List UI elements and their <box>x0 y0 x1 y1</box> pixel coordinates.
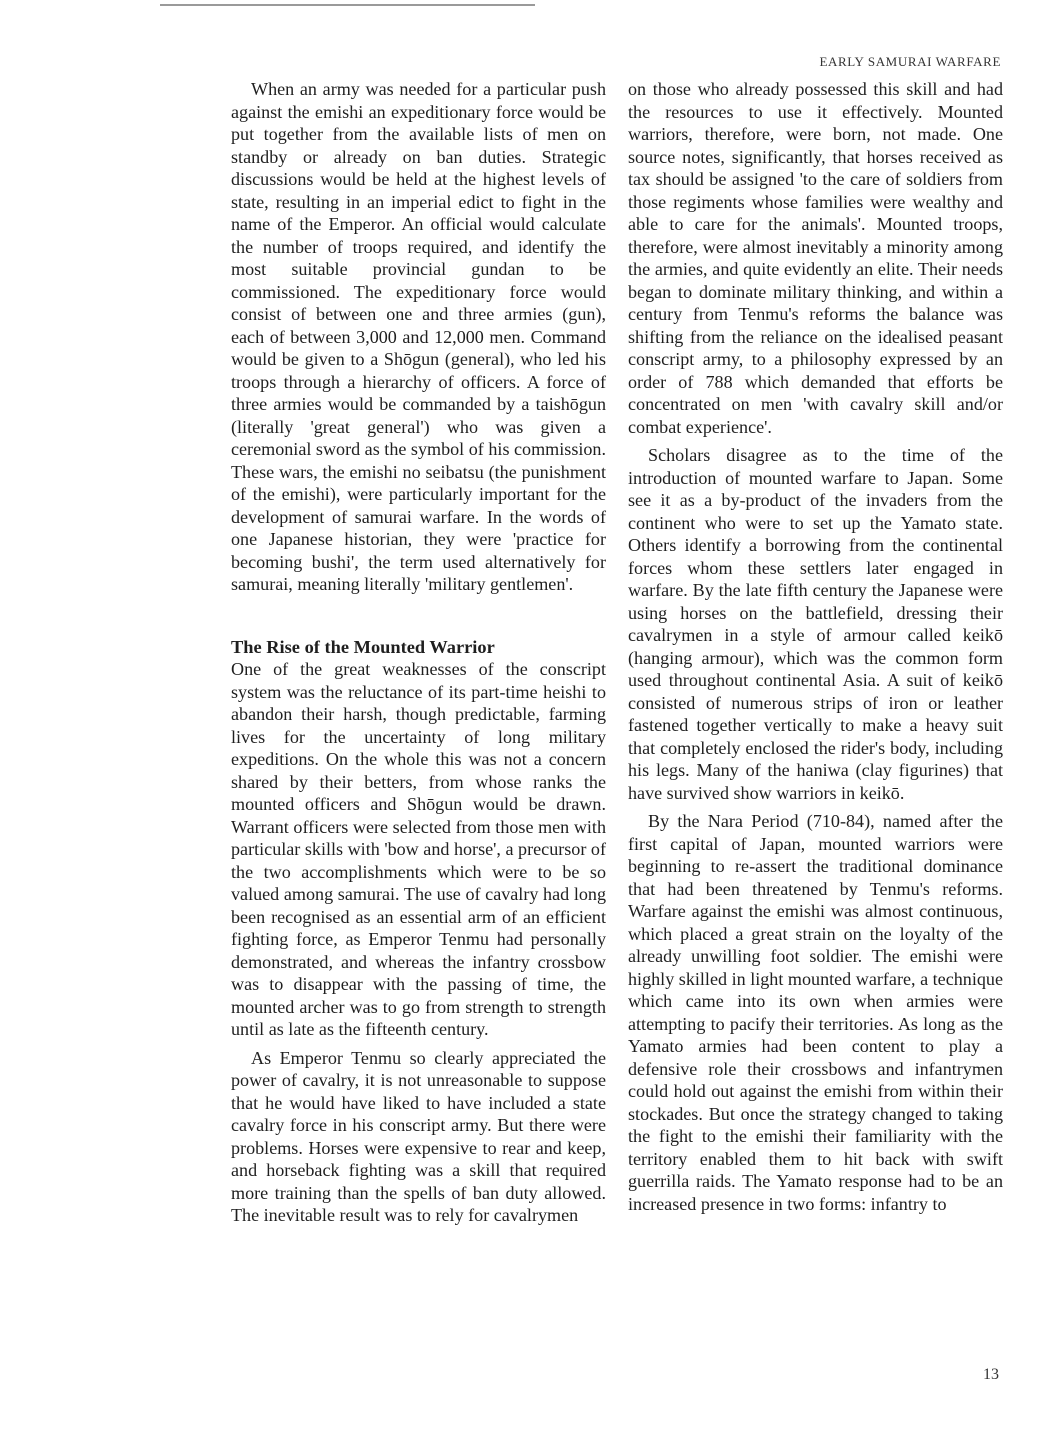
left-paragraph-1: When an army was needed for a particular push against the emishi an expeditionary force would be put together from the available lists of men on standby or already on ban duties. Strategic discussions would be held at the highest levels of state, resulting in an imperial edict to fight in the name of the Emperor. An official would calculate the number of troops required, and identify the most suitable provincial gundan to be commissioned. The expeditionary force would consist of between one and three armies (gun), each of between 3,000 and 12,000 men. Command would be given to a Shōgun (general), who led his troops through a hierarchy of officers. A force of three armies would be commanded by a taishōgun (literally 'great general') who was given a ceremonial sword as the symbol of his commission. These wars, the emishi no seibatsu (the punishment of the emishi), were particularly important for the development of samurai warfare. In the words of one Japanese historian, they were 'practice for becoming bushi', the term used alternatively for samurai, meaning literally 'military gentlemen'. <box>231 79 606 594</box>
section-heading: The Rise of the Mounted Warrior <box>231 636 495 657</box>
right-paragraph-1: on those who already possessed this skill and had the resources to use it effectively. Mounted warriors, therefore, were born, not made. One source notes, significantly, that horses received as tax should be assigned 'to the care of soldiers from those regiments whose families were wealthy and able to care for the animals'. Mounted troops, therefore, were almost inevitably a minority among the armies, and quite evidently an elite. Their needs began to dominate military thinking, and within a century from Tenmu's reforms the balance was shifting from the reliance on the idealised peasant conscript army, to a philosophy expressed by an order of 788 which demanded that efforts be concentrated on men 'with cavalry skill and/or combat experience'. <box>628 79 1003 437</box>
left-paragraph-2: One of the great weaknesses of the conscript system was the reluctance of its part-time heishi to abandon their harsh, though predictable, farming lives for the uncertainty of long military expeditions. On the whole this was not a concern shared by their betters, from whose ranks the mounted officers and Shōgun would be drawn. Warrant officers were selected from those men with particular skills with 'bow and horse', a precursor of the two accomplishments which were to be so valued among samurai. The use of cavalry had long been recognised as an essential arm of an efficient fighting force, as Emperor Tenmu had personally demonstrated, and whereas the infantry crossbow was to disappear with the passing of time, the mounted archer was to go from strength to strength until as late as the fifteenth century. <box>231 659 606 1039</box>
top-rule <box>160 4 535 6</box>
right-paragraph-3: By the Nara Period (710-84), named after the first capital of Japan, mounted warriors were beginning to re-assert the traditional dominance that had been threatened by Tenmu's reforms. Warfare against the emishi was almost continuous, which placed a great strain on the loyalty of the already unwilling foot soldier. The emishi were highly skilled in light mounted warfare, a technique which came into its own when armies were attempting to pacify their territories. As long as the Yamato armies had been content to play a defensive role their crossbows and infantrymen could hold out against the emishi from within their stockades. But once the strategy changed to taking the fight to the emishi their familiarity with the territory enabled them to hit back with swift guerrilla raids. The Yamato response had to be an increased presence in two forms: infantry to <box>628 811 1003 1214</box>
running-head: EARLY SAMURAI WARFARE <box>819 54 1001 69</box>
right-column <box>628 78 1003 1215</box>
right-paragraph-2: Scholars disagree as to the time of the introduction of mounted warfare to Japan. Some see it as a by-product of the invaders from the continent who were to set up the Yamato state. Others identify a borrowing from the continental forces whom these settlers later engaged in warfare. By the late fifth century the Japanese were using horses on the battlefield, dressing their cavalrymen in a style of armour called keikō (hanging armour), which was the common form used throughout continental Asia. A suit of keikō consisted of numerous strips of iron or leather fastened together vertically to make a heavy suit that completely enclosed the rider's body, including his legs. Many of the haniwa (clay figurines) that have survived show warriors in keikō. <box>628 445 1003 803</box>
left-column <box>231 78 606 1227</box>
left-paragraph-3: As Emperor Tenmu so clearly appreciated the power of cavalry, it is not unreasonable to suppose that he would have liked to have included a state cavalry force in his conscript army. But there were problems. Horses were expensive to rear and keep, and horseback fighting was a skill that required more training than the spells of ban duty allowed. The inevitable result was to rely for cavalrymen <box>231 1047 606 1225</box>
page-number: 13 <box>983 1366 999 1383</box>
